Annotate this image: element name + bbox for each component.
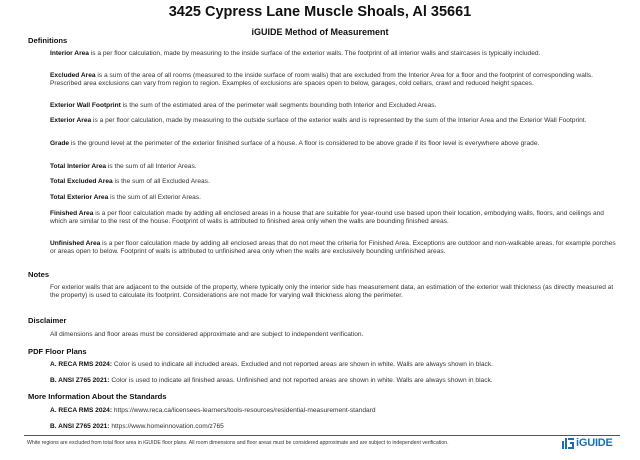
definition-grade: Grade is the ground level at the perimeter of the exterior finished surface of a house. A floor is considered to be above grade if its floor level is everywhere above grade. (50, 140, 540, 147)
definition-finished-area: Finished Area is a per floor calculation made by adding all enclosed areas in a house that are suitable for year-round use based upon their location, embodying walls, floors, and ceilings and which are similar to the rest of the house. Footprint of walls is attributed to finished area only when the walls are bounding finished areas. (50, 210, 604, 225)
pdf-floor-plans-heading: PDF Floor Plans (28, 347, 87, 356)
more-info-heading: More Information About the Standards (28, 392, 167, 401)
iguide-logo-text: iGUIDE (576, 437, 613, 449)
definition-exterior-wall-footprint: Exterior Wall Footprint is the sum of the estimated area of the perimeter wall segments bounding both Interior and Excluded Areas. (50, 102, 437, 109)
iguide-logo (562, 437, 613, 449)
disclaimer-text: All dimensions and floor areas must be considered approximate and are subject to independent verification. (50, 331, 364, 338)
definition-unfinished-area: Unfinished Area is a per floor calculation made by adding all enclosed areas that do not meet the criteria for Finished Area. Exceptions are outdoor and non-walkable areas, for example porches or areas open to below. Footprint of walls is attributed to unfinished area only when the walls are exclusively bounding unfinished areas. (50, 240, 616, 255)
definition-exterior-area: Exterior Area is a per floor calculation, made by measuring to the outside surface of the exterior walls and is represented by the sum of the Interior Area and the Exterior Wall Footprint. (50, 117, 587, 124)
pdf-item-ansi: B. ANSI Z765 2021: Color is used to indicate all finished areas. Unfinished and not reported areas are shown in white. Walls are always shown in black. (50, 377, 493, 384)
definition-excluded-area: Excluded Area is a sum of the area of all rooms (measured to the inside surface of room walls) that are excluded from the Interior Area for a floor and the footprint of corresponding walls. Prescribed area exclusions can vary from region to region. Examples of exclusions are spaces open to below, garages, cold cellars, crawl and reduced height spaces. (50, 72, 593, 87)
page-subtitle: iGUIDE Method of Measurement (251, 27, 389, 37)
page-title: 3425 Cypress Lane Muscle Shoals, Al 35661 (168, 4, 472, 20)
footer-note: White regions are excluded from total floor area in iGUIDE floor plans. All room dimensions and floor areas must be considered approximate and are subject to independent verification. (27, 440, 449, 446)
definition-total-excluded-area: Total Excluded Area is the sum of all Excluded Areas. (50, 178, 210, 185)
definition-total-exterior-area: Total Exterior Area is the sum of all Exterior Areas. (50, 194, 201, 201)
more-info-ansi-link[interactable]: B. ANSI Z765 2021: https://www.homeinnovation.com/z765 (50, 423, 224, 430)
definition-total-interior-area: Total Interior Area is the sum of all Interior Areas. (50, 163, 197, 170)
footer-divider (24, 435, 620, 436)
pdf-item-reca: A. RECA RMS 2024: Color is used to indicate all included areas. Excluded and not reported areas are shown in white. Walls are always shown in black. (50, 361, 493, 368)
definition-interior-area: Interior Area is a per floor calculation, made by measuring to the inside surface of the exterior walls. The footprint of all interior walls and staircases is typically included. (50, 50, 541, 57)
notes-heading: Notes (28, 270, 50, 279)
disclaimer-heading: Disclaimer (28, 316, 67, 325)
definitions-heading: Definitions (28, 36, 68, 45)
more-info-reca-link[interactable]: A. RECA RMS 2024: https://www.reca.ca/licensees-learners/tools-resources/residential-measurement-standard (50, 407, 376, 414)
notes-text: For exterior walls that are adjacent to the outside of the property, where typically only the interior side has measurement data, an estimation of the exterior wall thickness (as directly measured at the property) is used to calculate its footprint. Considerations are not made for varying wall thickness along the perimeter. (50, 284, 614, 299)
iguide-mark-icon (562, 438, 574, 449)
